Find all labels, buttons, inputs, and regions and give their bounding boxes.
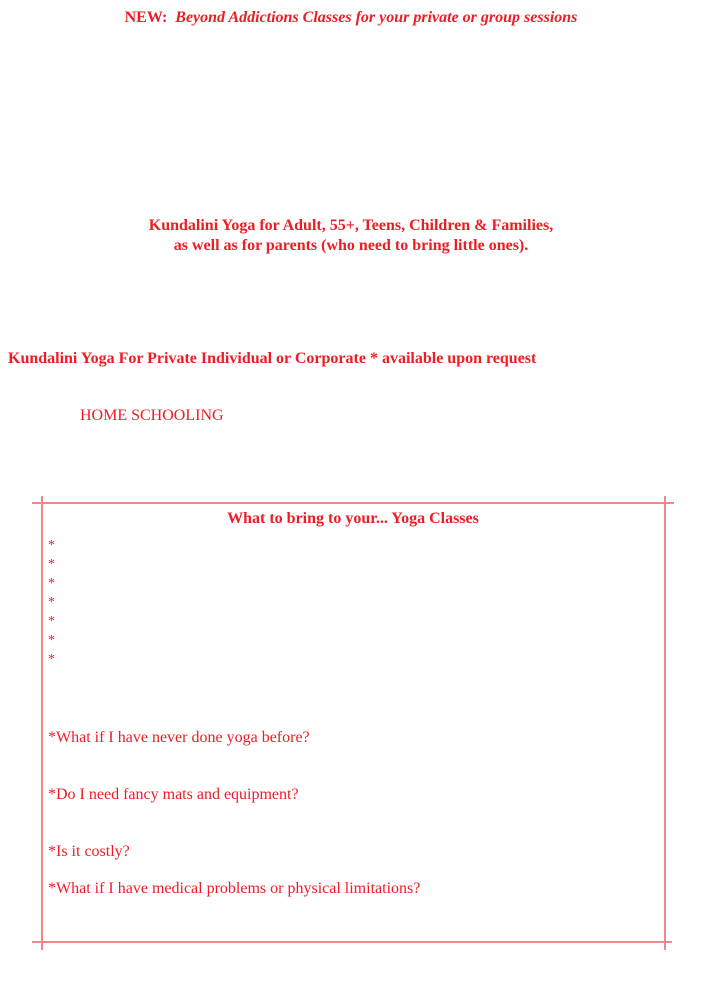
- faq-is-it-costly: *Is it costly?: [48, 843, 130, 860]
- home-schooling-label: HOME SCHOOLING: [80, 407, 224, 424]
- private-corporate-heading: Kundalini Yoga For Private Individual or Corporate * available upon request: [8, 350, 537, 367]
- faq-never-done-yoga: *What if I have never done yoga before?: [48, 729, 310, 746]
- list-item: *: [48, 595, 55, 610]
- headline-text: Beyond Addictions Classes for your private or group sessions: [175, 9, 578, 26]
- list-item: *: [48, 576, 55, 591]
- faq-mats-equipment: *Do I need fancy mats and equipment?: [48, 786, 299, 803]
- kundalini-audiences-heading: [0, 216, 702, 256]
- list-item: *: [48, 557, 55, 572]
- kundalini-audiences-line1: Kundalini Yoga for Adult, 55+, Teens, Children & Families,: [148, 217, 554, 234]
- bullet-list: [48, 536, 55, 669]
- faq-medical-problems: *What if I have medical problems or physical limitations?: [48, 880, 421, 897]
- headline-tag: NEW:: [124, 9, 168, 26]
- list-item: *: [48, 633, 55, 648]
- list-item: *: [48, 652, 55, 667]
- box-border-bottom: [32, 941, 672, 943]
- list-item: *: [48, 614, 55, 629]
- list-item: *: [48, 538, 55, 553]
- box-border-top: [32, 502, 674, 504]
- headline: [0, 8, 702, 28]
- kundalini-audiences-line2: as well as for parents (who need to bring little ones).: [173, 237, 529, 254]
- box-title: What to bring to your... Yoga Classes: [227, 510, 479, 527]
- box-border-right: [664, 496, 666, 950]
- box-border-left: [41, 496, 43, 950]
